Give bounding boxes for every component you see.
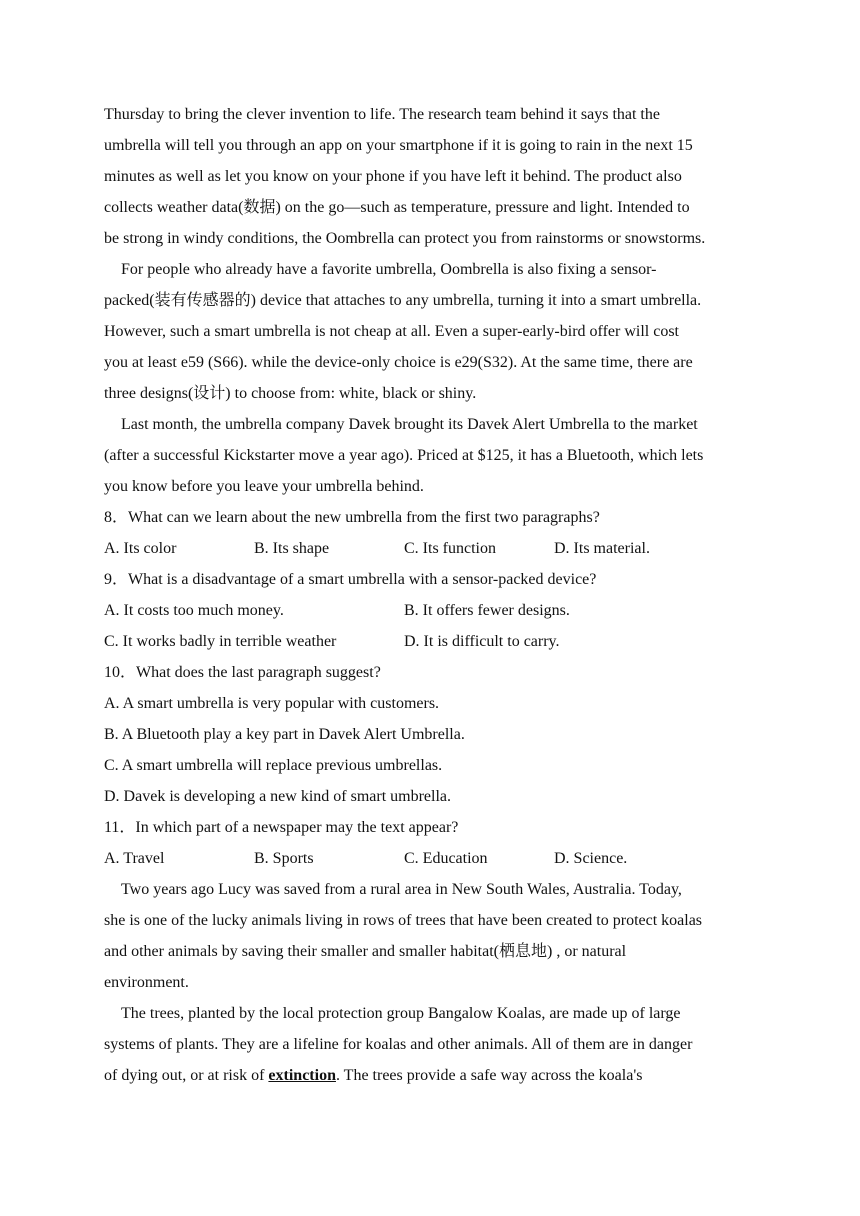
text-line: The trees, planted by the local protection group Bangalow Koalas, are made up of large bbox=[121, 1005, 681, 1022]
text-line: she is one of the lucky animals living in rows of trees that have been created to protect koalas bbox=[104, 912, 703, 929]
text-line: umbrella will tell you through an app on your smartphone if it is going to rain in the next 15 bbox=[104, 137, 693, 154]
option-b: B. Sports bbox=[254, 850, 314, 867]
option-a: A. It costs too much money. bbox=[104, 602, 284, 619]
question-11 bbox=[104, 812, 764, 874]
question-8 bbox=[104, 502, 764, 564]
option-row bbox=[104, 533, 764, 564]
option-row bbox=[104, 843, 764, 874]
option-d: D. It is difficult to carry. bbox=[404, 633, 560, 650]
option-row bbox=[104, 595, 764, 626]
option-a: A. Its color bbox=[104, 540, 177, 557]
text-line: environment. bbox=[104, 974, 189, 991]
text-line: three designs(设计) to choose from: white, black or shiny. bbox=[104, 385, 477, 402]
question-stem: 8．What can we learn about the new umbrella from the first two paragraphs? bbox=[104, 509, 600, 526]
text-line: minutes as well as let you know on your phone if you have left it behind. The product also bbox=[104, 168, 682, 185]
question-9 bbox=[104, 564, 764, 657]
passage-koalas bbox=[104, 874, 764, 1091]
option-d: D. Davek is developing a new kind of smart umbrella. bbox=[104, 788, 452, 805]
text-line: For people who already have a favorite umbrella, Oombrella is also fixing a sensor- bbox=[121, 261, 657, 278]
text-segment: . The trees provide a safe way across the koala's bbox=[335, 1067, 643, 1084]
question-stem: 10．What does the last paragraph suggest? bbox=[104, 664, 381, 681]
text-line-last bbox=[104, 1060, 764, 1091]
text-line: collects weather data(数据) on the go—such as temperature, pressure and light. Intended to bbox=[104, 199, 690, 216]
option-b: B. A Bluetooth play a key part in Davek Alert Umbrella. bbox=[104, 726, 465, 743]
option-row bbox=[104, 626, 764, 657]
question-stem: 11．In which part of a newspaper may the text appear? bbox=[104, 819, 459, 836]
option-c: C. Its function bbox=[404, 540, 496, 557]
option-c: C. A smart umbrella will replace previous umbrellas. bbox=[104, 757, 443, 774]
document-page bbox=[104, 99, 764, 1091]
text-line: you know before you leave your umbrella behind. bbox=[104, 478, 424, 495]
text-line: you at least e59 (S66). while the device-only choice is e29(S32). At the same time, there are bbox=[104, 354, 693, 371]
option-a: A. A smart umbrella is very popular with customers. bbox=[104, 695, 440, 712]
text-line: Two years ago Lucy was saved from a rural area in New South Wales, Australia. Today, bbox=[121, 881, 682, 898]
text-line: packed(装有传感器的) device that attaches to any umbrella, turning it into a smart umbrella. bbox=[104, 292, 702, 309]
option-c: C. Education bbox=[404, 850, 488, 867]
text-segment: of dying out, or at risk of bbox=[104, 1067, 269, 1084]
text-line: Last month, the umbrella company Davek brought its Davek Alert Umbrella to the market bbox=[121, 416, 698, 433]
option-b: B. Its shape bbox=[254, 540, 330, 557]
text-line: However, such a smart umbrella is not cheap at all. Even a super-early-bird offer will cost bbox=[104, 323, 679, 340]
option-a: A. Travel bbox=[104, 850, 165, 867]
option-c: C. It works badly in terrible weather bbox=[104, 633, 337, 650]
question-10 bbox=[104, 657, 764, 812]
text-line: systems of plants. They are a lifeline for koalas and other animals. All of them are in danger bbox=[104, 1036, 693, 1053]
question-stem: 9．What is a disadvantage of a smart umbrella with a sensor-packed device? bbox=[104, 571, 597, 588]
passage-umbrella bbox=[104, 99, 764, 502]
option-b: B. It offers fewer designs. bbox=[404, 602, 570, 619]
text-line: Thursday to bring the clever invention to life. The research team behind it says that the bbox=[104, 106, 660, 123]
text-line: (after a successful Kickstarter move a year ago). Priced at $125, it has a Bluetooth, which lets bbox=[104, 447, 704, 464]
text-line: and other animals by saving their smaller and smaller habitat(栖息地) , or natural bbox=[104, 943, 627, 960]
underlined-word: extinction bbox=[268, 1067, 336, 1084]
option-d: D. Its material. bbox=[554, 540, 650, 557]
option-d: D. Science. bbox=[554, 850, 628, 867]
text-line: be strong in windy conditions, the Oombrella can protect you from rainstorms or snowstorms. bbox=[104, 230, 706, 247]
